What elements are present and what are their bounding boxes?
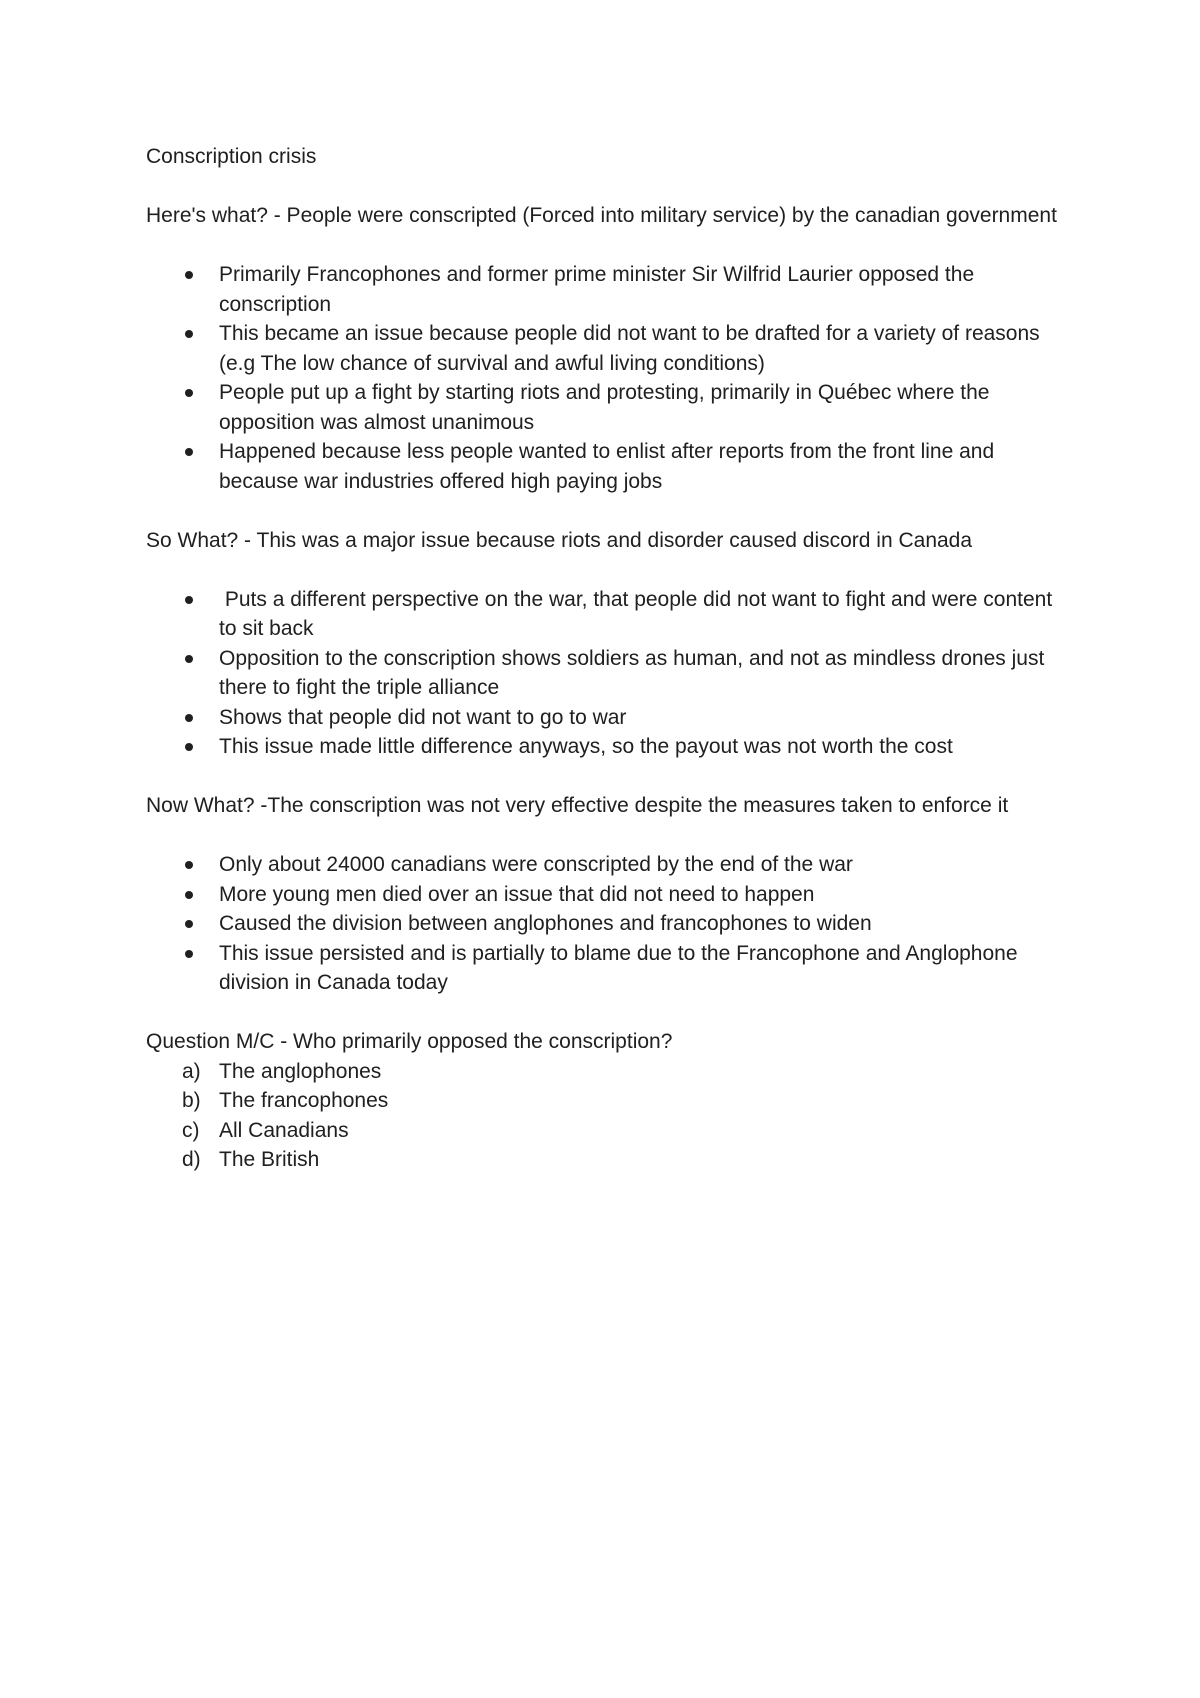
document-title: Conscription crisis	[146, 145, 317, 168]
option-text: The francophones	[219, 1089, 389, 1112]
bullet-item: Caused the division between anglophones and francophones to widen	[146, 909, 1066, 939]
bullet-item: This issue made little difference anyways, so the payout was not worth the cost	[146, 732, 1066, 762]
option-d	[146, 1145, 1066, 1175]
option-text: The British	[219, 1148, 320, 1171]
spacer	[146, 555, 1066, 585]
bullet-list-so-what	[146, 585, 1066, 762]
section-heading-so-what: So What? - This was a major issue because riots and disorder caused discord in Canada	[146, 528, 973, 552]
spacer	[146, 496, 1066, 526]
bullet-item: Happened because less people wanted to enlist after reports from the front line and because war industries offered high paying jobs	[146, 437, 1066, 496]
spacer	[146, 998, 1066, 1028]
option-letter: a)	[182, 1059, 201, 1083]
option-c	[146, 1116, 1066, 1146]
question-options	[146, 1057, 1066, 1175]
question-prompt: Question M/C - Who primarily opposed the conscription?	[146, 1030, 673, 1053]
bullet-item: Puts a different perspective on the war, that people did not want to fight and were content to sit back	[146, 585, 1066, 644]
bullet-list-now-what	[146, 850, 1066, 998]
bullet-item: Only about 24000 canadians were conscripted by the end of the war	[146, 850, 1066, 880]
option-a	[146, 1057, 1066, 1087]
document-page	[146, 142, 1066, 1175]
option-text: The anglophones	[219, 1059, 382, 1083]
bullet-item: More young men died over an issue that did not need to happen	[146, 880, 1066, 910]
option-b	[146, 1086, 1066, 1116]
bullet-item: Opposition to the conscription shows soldiers as human, and not as mindless drones just there to fight the triple alliance	[146, 644, 1066, 703]
spacer	[146, 172, 1066, 202]
option-letter: b)	[182, 1089, 201, 1112]
option-letter: c)	[182, 1118, 200, 1142]
bullet-item: Shows that people did not want to go to war	[146, 703, 1066, 733]
bullet-item: Primarily Francophones and former prime minister Sir Wilfrid Laurier opposed the conscription	[146, 260, 1066, 319]
bullet-item: This issue persisted and is partially to blame due to the Francophone and Anglophone division in Canada today	[146, 939, 1066, 998]
spacer	[146, 821, 1066, 851]
option-letter: d)	[182, 1148, 201, 1171]
bullet-list-heres-what	[146, 260, 1066, 496]
spacer	[146, 762, 1066, 792]
bullet-item: People put up a fight by starting riots and protesting, primarily in Québec where the opposition was almost unanimous	[146, 378, 1066, 437]
option-text: All Canadians	[219, 1118, 349, 1142]
section-heading-now-what: Now What? -The conscription was not very effective despite the measures taken to enforce it	[146, 794, 1009, 817]
bullet-item: This became an issue because people did not want to be drafted for a variety of reasons (e.g The low chance of survival and awful living conditions)	[146, 319, 1066, 378]
spacer	[146, 231, 1066, 261]
section-heading-heres-what: Here's what? - People were conscripted (Forced into military service) by the canadian government	[146, 204, 1057, 227]
